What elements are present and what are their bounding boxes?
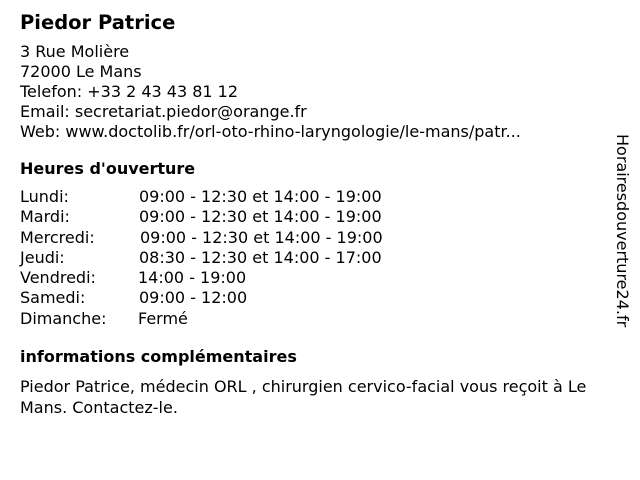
day-label: Vendredi: (20, 268, 96, 288)
hours-value: 09:00 - 12:30 et 14:00 - 19:00 (139, 207, 382, 227)
hours-value: Fermé (138, 308, 188, 328)
address-city: 72000 Le Mans (20, 62, 142, 81)
hours-value: 09:00 - 12:30 et 14:00 - 19:00 (139, 187, 382, 206)
business-card (20, 10, 605, 418)
hours-value: 14:00 - 19:00 (138, 268, 247, 288)
brand-watermark: Horairesdouverture24.fr (613, 134, 632, 328)
day-label: Dimanche: (20, 308, 107, 328)
hours-row-vendredi (20, 268, 605, 288)
day-label: Jeudi: (20, 247, 65, 267)
hours-row-lundi (20, 187, 605, 207)
hours-value: 08:30 - 12:30 et 14:00 - 17:00 (139, 247, 382, 267)
day-label: Mercredi: (20, 227, 95, 247)
opening-hours-list (20, 187, 605, 329)
hours-row-mardi (20, 207, 605, 227)
business-name: Piedor Patrice (20, 11, 176, 34)
web-line[interactable]: Web: www.doctolib.fr/orl-oto-rhino-laryngologie/le-mans/patr... (20, 122, 521, 141)
hours-row-jeudi (20, 248, 605, 268)
hours-row-samedi (20, 288, 605, 308)
hours-row-mercredi (20, 228, 605, 248)
day-label: Mardi: (20, 207, 70, 227)
address-street: 3 Rue Molière (20, 42, 130, 61)
hours-row-dimanche (20, 309, 605, 329)
day-label: Lundi: (20, 187, 69, 206)
additional-info-text: Piedor Patrice, médecin ORL , chirurgien cervico-facial vous reçoit à Le Mans. Contactez-le. (20, 377, 587, 418)
opening-hours-title: Heures d'ouverture (20, 159, 196, 178)
phone-line[interactable]: Telefon: +33 2 43 43 81 12 (20, 82, 239, 101)
day-label: Samedi: (20, 288, 86, 308)
email-line[interactable]: Email: secretariat.piedor@orange.fr (20, 102, 307, 121)
hours-value: 09:00 - 12:00 (139, 288, 248, 308)
hours-value: 09:00 - 12:30 et 14:00 - 19:00 (140, 227, 383, 247)
additional-info-title: informations complémentaires (20, 347, 297, 367)
